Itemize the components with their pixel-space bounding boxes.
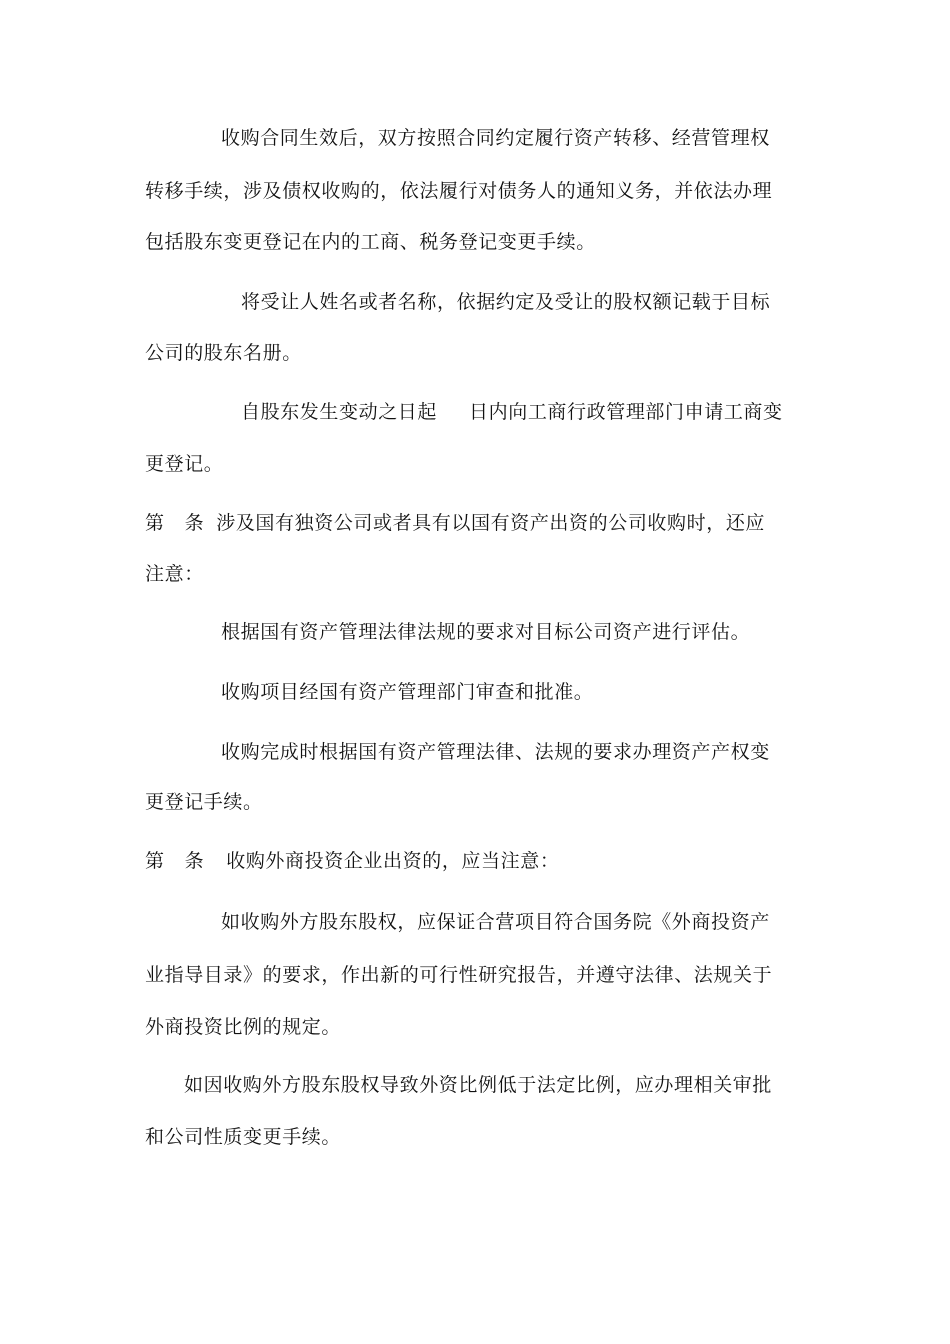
state-owned-item-3-line-2: 更登记手续。 [145,791,263,813]
article-tiao-label: 条 [184,850,205,872]
state-owned-item-2: 收购项目经国有资产管理部门审查和批准。 [221,681,594,703]
paragraph-3-line-2: 更登记。 [145,453,224,475]
paragraph-2-line-1: 将受让人姓名或者名称，依据约定及受让的股权额记载于目标 [241,291,771,313]
article-di-label: 第 [145,850,165,872]
paragraph-2-line-2: 公司的股东名册。 [145,342,302,364]
paragraph-3-line-1 [241,400,783,424]
article-state-owned-line-1 [145,511,765,535]
foreign-item-1-line-1: 如收购外方股东股权，应保证合营项目符合国务院《外商投资产 [221,911,770,933]
article-di-label: 第 [145,512,165,534]
foreign-item-2-line-2: 和公司性质变更手续。 [145,1126,342,1148]
paragraph-3-text-a: 自股东发生变动之日起 [241,401,438,423]
paragraph-1-line-1: 收购合同生效后，双方按照合同约定履行资产转移、经营管理权 [221,127,770,149]
state-owned-item-1: 根据国有资产管理法律法规的要求对目标公司资产进行评估。 [221,621,751,643]
paragraph-3-text-b: 日内向工商行政管理部门申请工商变 [469,401,783,423]
foreign-item-1-line-3: 外商投资比例的规定。 [145,1016,342,1038]
article-tiao-label: 条 [184,512,205,534]
foreign-item-1-line-2: 业指导目录》的要求，作出新的可行性研究报告，并遵守法律、法规关于 [145,964,773,986]
foreign-item-2-line-1: 如因收购外方股东股权导致外资比例低于法定比例，应办理相关审批 [184,1074,773,1096]
state-owned-item-3-line-1: 收购完成时根据国有资产管理法律、法规的要求办理资产产权变 [221,741,770,763]
article-foreign-invested-line-1 [145,849,559,873]
article-foreign-invested-text: 收购外商投资企业出资的，应当注意： [226,850,560,872]
paragraph-1-line-2: 转移手续，涉及债权收购的，依法履行对债务人的通知义务，并依法办理 [145,180,773,202]
paragraph-1-line-3: 包括股东变更登记在内的工商、税务登记变更手续。 [145,231,596,253]
article-state-owned-line-2: 注意： [145,563,204,585]
article-state-owned-text: 涉及国有独资公司或者具有以国有资产出资的公司收购时，还应 [216,512,766,534]
